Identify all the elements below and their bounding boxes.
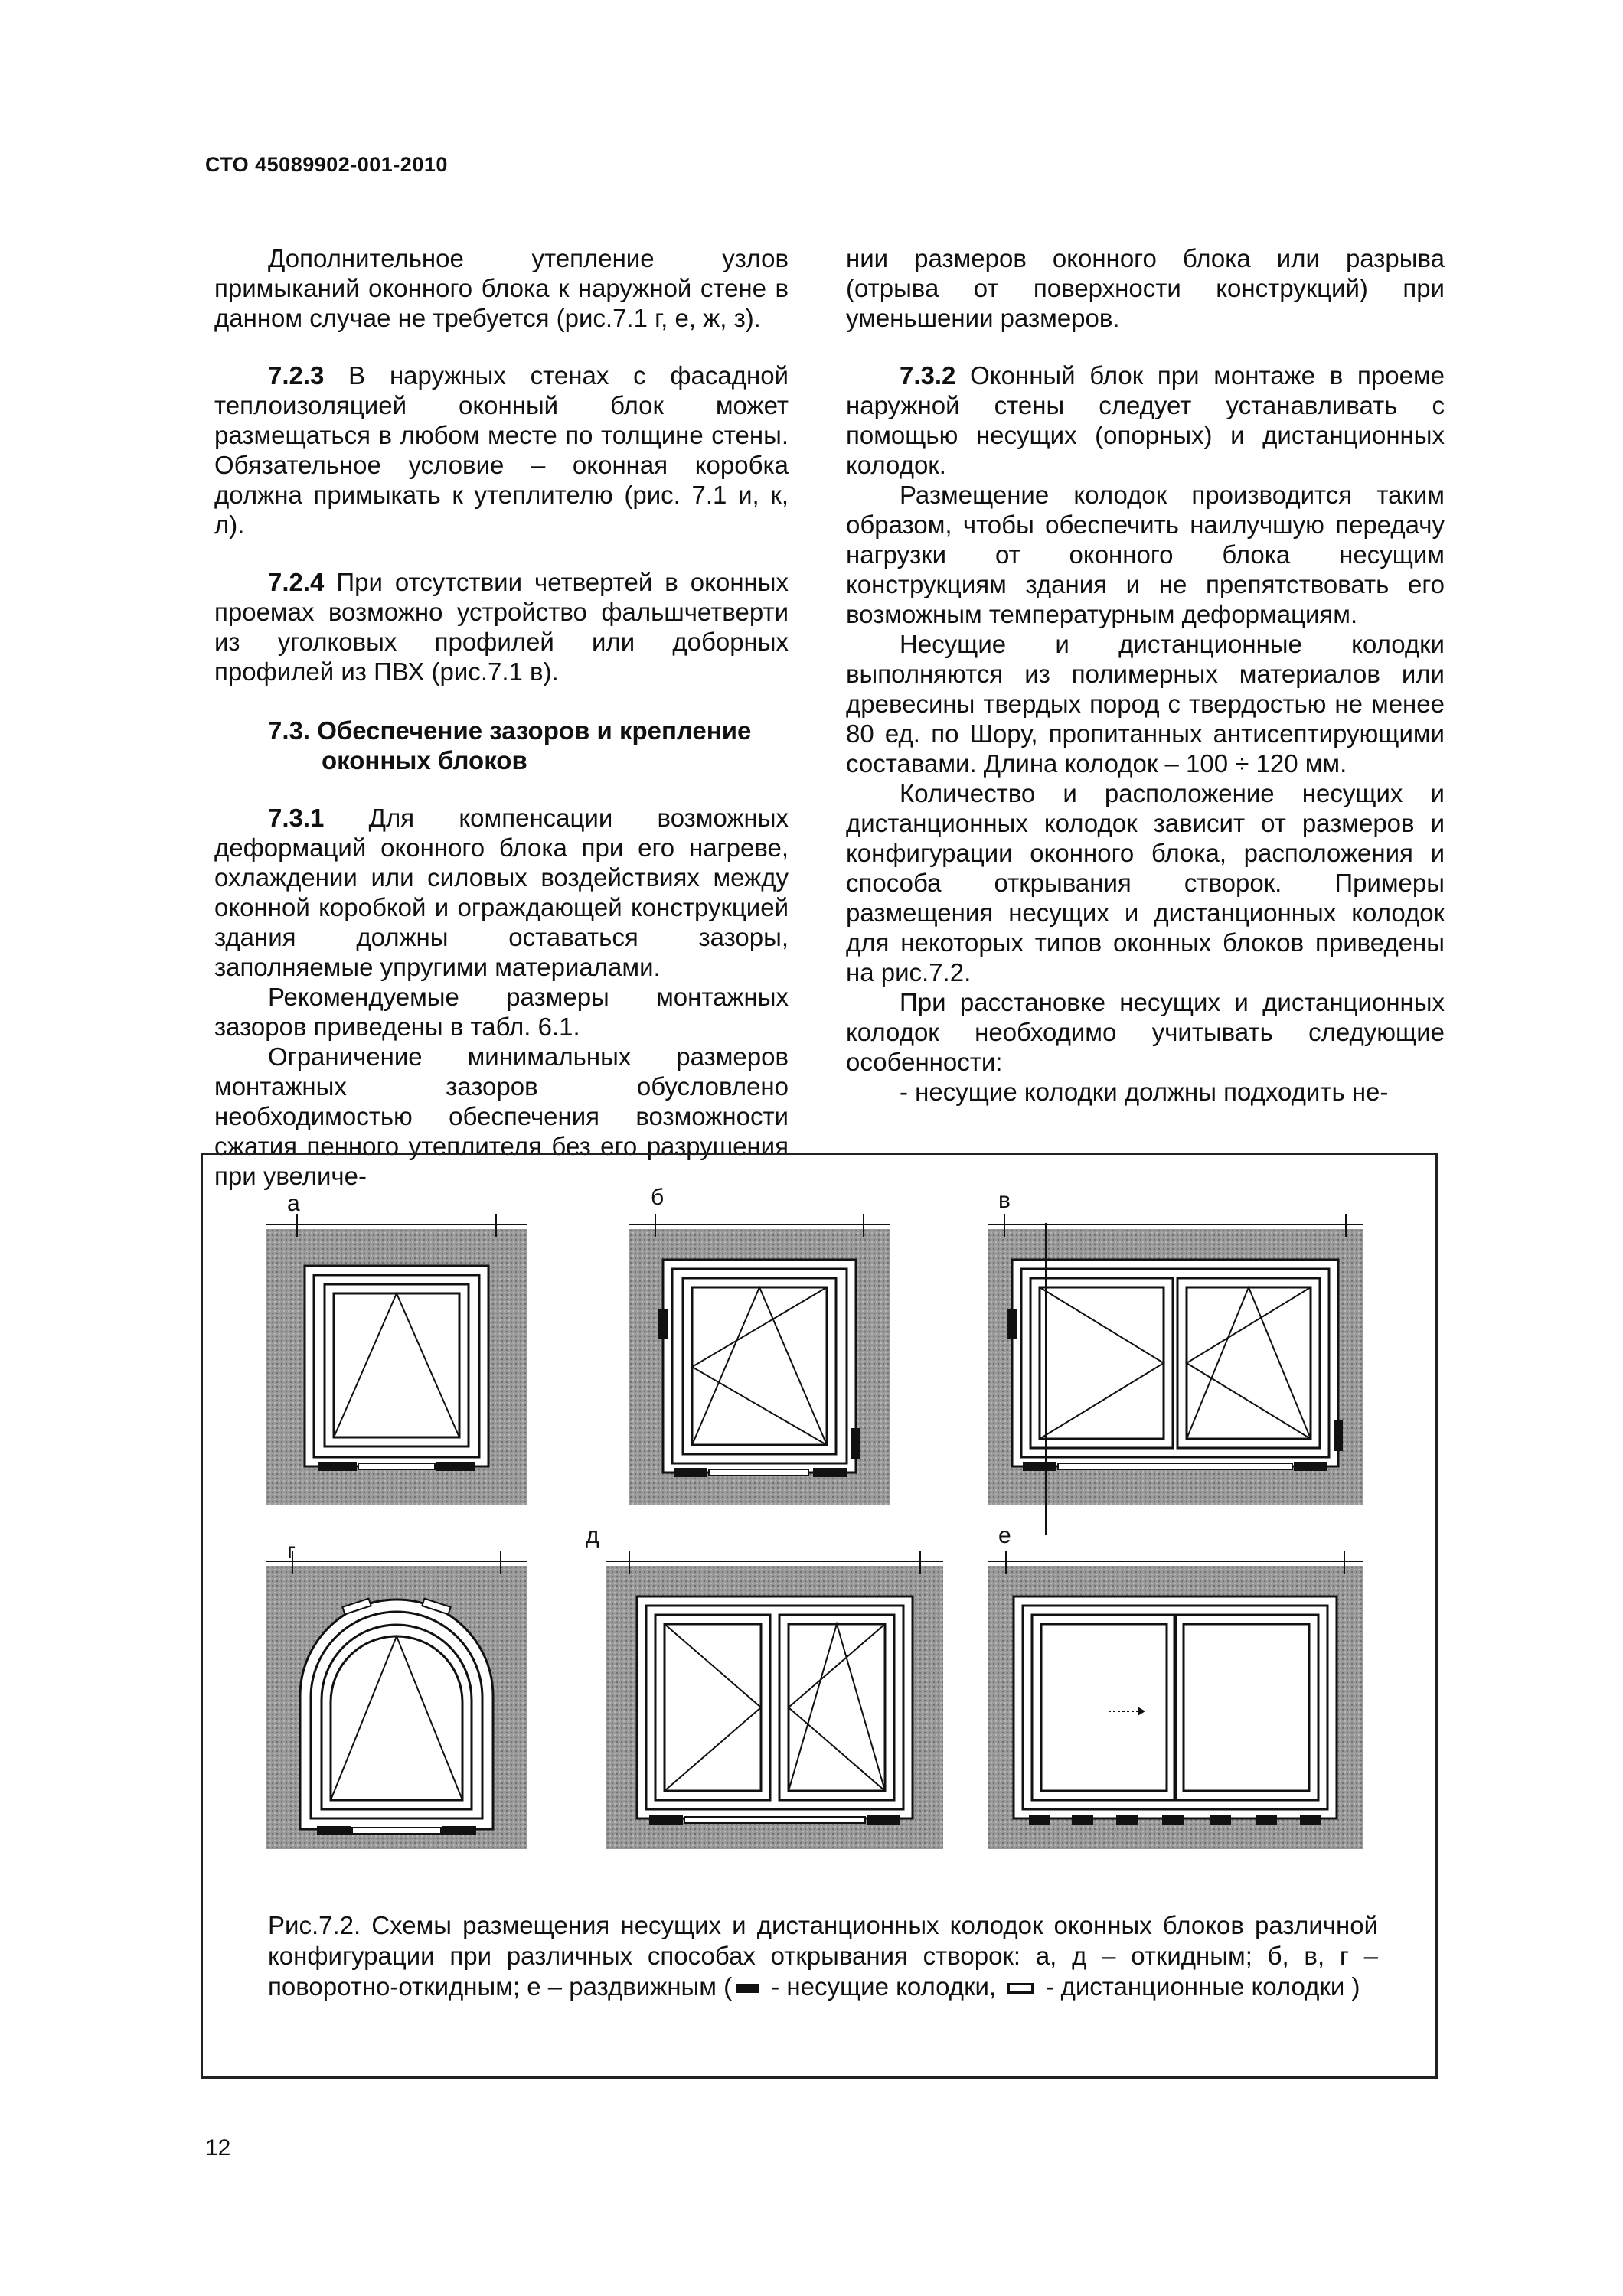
figure-caption <box>268 1910 1378 2002</box>
document-code: СТО 45089902-001-2010 <box>205 153 448 176</box>
diagram-a <box>266 1214 527 1505</box>
clause-text: Для компенсации возможных деформаций оконного блока при его нагреве, охлаждении или силовых воздействиях между оконной коробкой и ограждающей конструкцией здания должны оставаться зазоры, заполняемые упругими материалами. <box>214 804 789 981</box>
paragraph: нии размеров оконного блока или разрыва (отрыва от поверхности конструкций) при уменьшении размеров. <box>846 244 1445 332</box>
paragraph: Ограничение минимальных размеров монтажных зазоров обусловлено необходимостью обеспечения возможности сжатия пенного утеплителя без его разрушения при увеличе- <box>214 1042 789 1190</box>
label-e: е <box>998 1523 1011 1548</box>
right-column <box>846 243 1445 1107</box>
diagram-d <box>606 1551 943 1849</box>
paragraph-7-2-4 <box>214 567 789 687</box>
clause-number: 7.3.1 <box>268 804 325 832</box>
caption-part: - несущие колодки, <box>764 1972 1004 2001</box>
section-heading <box>214 716 789 775</box>
label-v: в <box>998 1188 1011 1213</box>
paragraph: Количество и расположение несущих и дистанционных колодок зависит от размеров и конфигурации оконного блока, расположения и способа открывания створок. Примеры размещения несущих и дистанционных колодок для некоторых типов оконных блоков приведены на рис.7.2. <box>846 779 1445 987</box>
paragraph: При расстановке несущих и дистанционных колодок необходимо учитывать следующие особенности: <box>846 988 1445 1076</box>
caption-part: - дистанционные колодки ) <box>1038 1972 1360 2001</box>
paragraph: Несущие и дистанционные колодки выполняются из полимерных материалов или древесины твердых пород с твердостью не менее 80 ед. по Шору, пропитанных антисептирующими составами. Длина колодок – 100 ÷ 120 мм. <box>846 630 1445 778</box>
diagram-g <box>266 1551 527 1849</box>
clause-text: Оконный блок при монтаже в проеме наружной стены следует устанавливать с помощью несущих (опорных) и дистанционных колодок. <box>846 361 1445 479</box>
page-number: 12 <box>205 2135 231 2161</box>
clause-number: 7.3.2 <box>900 361 956 390</box>
spacer-block-legend-icon <box>1007 1983 1034 1994</box>
paragraph-7-2-3 <box>214 360 789 540</box>
clause-text: В наружных стенах с фасадной теплоизоляцией оконный блок может размещаться в любом месте по толщине стены. Обязательное условие – оконная коробка должна примыкать к утеплителю (рис. 7.1 и, к, л). <box>214 361 789 539</box>
clause-text: При отсутствии четвертей в оконных проемах возможно устройство фальшчетверти из уголковых профилей или доборных профилей из ПВХ (рис.7.1 в). <box>214 568 789 686</box>
paragraph: Рекомендуемые размеры монтажных зазоров приведены в табл. 6.1. <box>214 983 789 1041</box>
paragraph-7-3-1 <box>214 803 789 982</box>
left-column <box>214 243 789 1191</box>
diagram-e <box>988 1551 1363 1849</box>
paragraph: - несущие колодки должны подходить не- <box>900 1078 1389 1106</box>
label-d: д <box>586 1523 599 1548</box>
label-g: г <box>287 1538 296 1564</box>
bearing-block-legend-icon <box>736 1984 759 1993</box>
label-b: б <box>651 1185 665 1210</box>
clause-number: 7.2.4 <box>268 568 325 596</box>
paragraph: Дополнительное утепление узлов примыканий оконного блока к наружной стене в данном случае не требуется (рис.7.1 г, е, ж, з). <box>214 244 789 332</box>
diagram-b <box>629 1214 890 1505</box>
window-diagrams <box>201 1153 1438 1918</box>
heading-line-2: оконных блоков <box>322 746 527 775</box>
diagram-v <box>988 1214 1363 1505</box>
paragraph-7-3-2 <box>846 360 1445 480</box>
label-a: а <box>287 1191 300 1216</box>
paragraph: Размещение колодок производится таким образом, чтобы обеспечить наилучшую передачу нагрузки от оконного блока несущим конструкциям здания и не препятствовать его возможным температурным деформациям. <box>846 481 1445 628</box>
caption-part: Рис.7.2. Схемы размещения несущих и дистанционных колодок оконных блоков различной конфигурации при различных способах открывания створок: а, д – откидным; б, в, г – поворотно-откидным; е – раздвижным ( <box>268 1911 1378 2001</box>
clause-number: 7.2.3 <box>268 361 325 390</box>
heading-line-1: 7.3. Обеспечение зазоров и крепление <box>268 716 752 745</box>
